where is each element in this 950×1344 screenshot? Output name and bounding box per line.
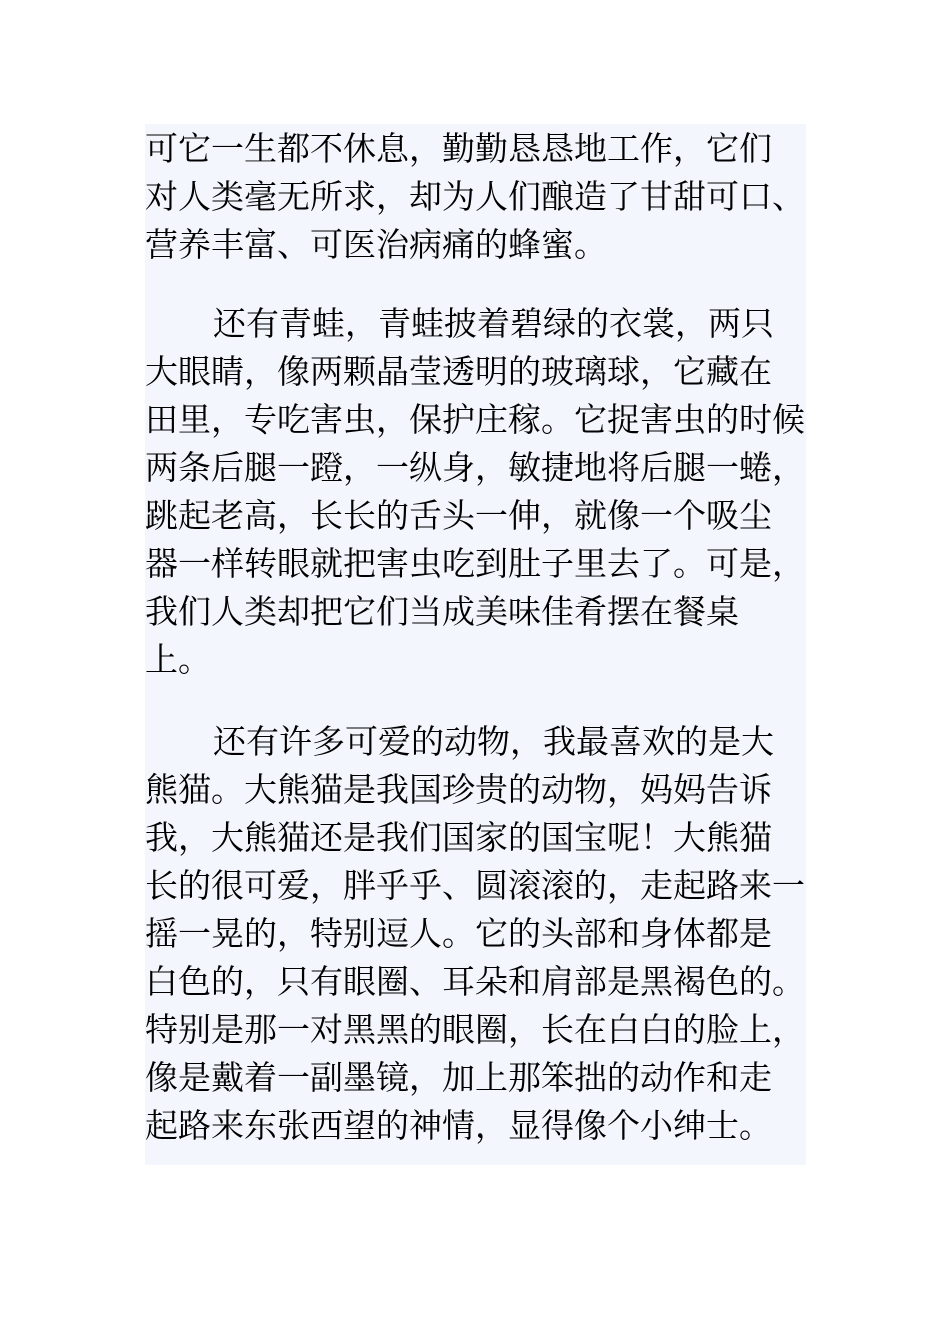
text-block bbox=[145, 124, 806, 1165]
text-line: 田里，专吃害虫，保护庄稼。它捉害虫的时候 bbox=[145, 400, 805, 439]
text-line: 还有青蛙，青蛙披着碧绿的衣裳，两只 bbox=[213, 304, 774, 343]
paragraph-bees bbox=[145, 125, 825, 269]
text-line: 熊猫。大熊猫是我国珍贵的动物，妈妈告诉 bbox=[145, 770, 772, 809]
paragraph-frogs bbox=[145, 300, 825, 684]
text-line: 还有许多可爱的动物，我最喜欢的是大 bbox=[213, 722, 774, 761]
text-line: 摇一晃的，特别逗人。它的头部和身体都是 bbox=[145, 914, 772, 953]
text-line: 我们人类却把它们当成美味佳肴摆在餐桌 bbox=[145, 592, 739, 631]
text-line: 大眼睛，像两颗晶莹透明的玻璃球，它藏在 bbox=[145, 352, 772, 391]
text-line: 营养丰富、可医治病痛的蜂蜜。 bbox=[145, 225, 607, 264]
text-line: 可它一生都不休息，勤勤恳恳地工作，它们 bbox=[145, 129, 772, 168]
paragraph-pandas bbox=[145, 718, 825, 1150]
text-line: 器一样转眼就把害虫吃到肚子里去了。可是， bbox=[145, 544, 805, 583]
text-line: 两条后腿一蹬，一纵身，敏捷地将后腿一蜷， bbox=[145, 448, 805, 487]
text-line: 像是戴着一副墨镜，加上那笨拙的动作和走 bbox=[145, 1058, 772, 1097]
text-line: 我，大熊猫还是我们国家的国宝呢！大熊猫 bbox=[145, 818, 772, 857]
text-line: 特别是那一对黑黑的眼圈，长在白白的脸上， bbox=[145, 1010, 805, 1049]
text-line: 上。 bbox=[145, 640, 211, 679]
text-line: 对人类毫无所求，却为人们酿造了甘甜可口、 bbox=[145, 177, 805, 216]
text-line: 长的很可爱，胖乎乎、圆滚滚的，走起路来一 bbox=[145, 866, 805, 905]
text-line: 跳起老高，长长的舌头一伸，就像一个吸尘 bbox=[145, 496, 772, 535]
text-line: 起路来东张西望的神情，显得像个小绅士。 bbox=[145, 1106, 772, 1145]
text-line: 白色的，只有眼圈、耳朵和肩部是黑褐色的。 bbox=[145, 962, 805, 1001]
